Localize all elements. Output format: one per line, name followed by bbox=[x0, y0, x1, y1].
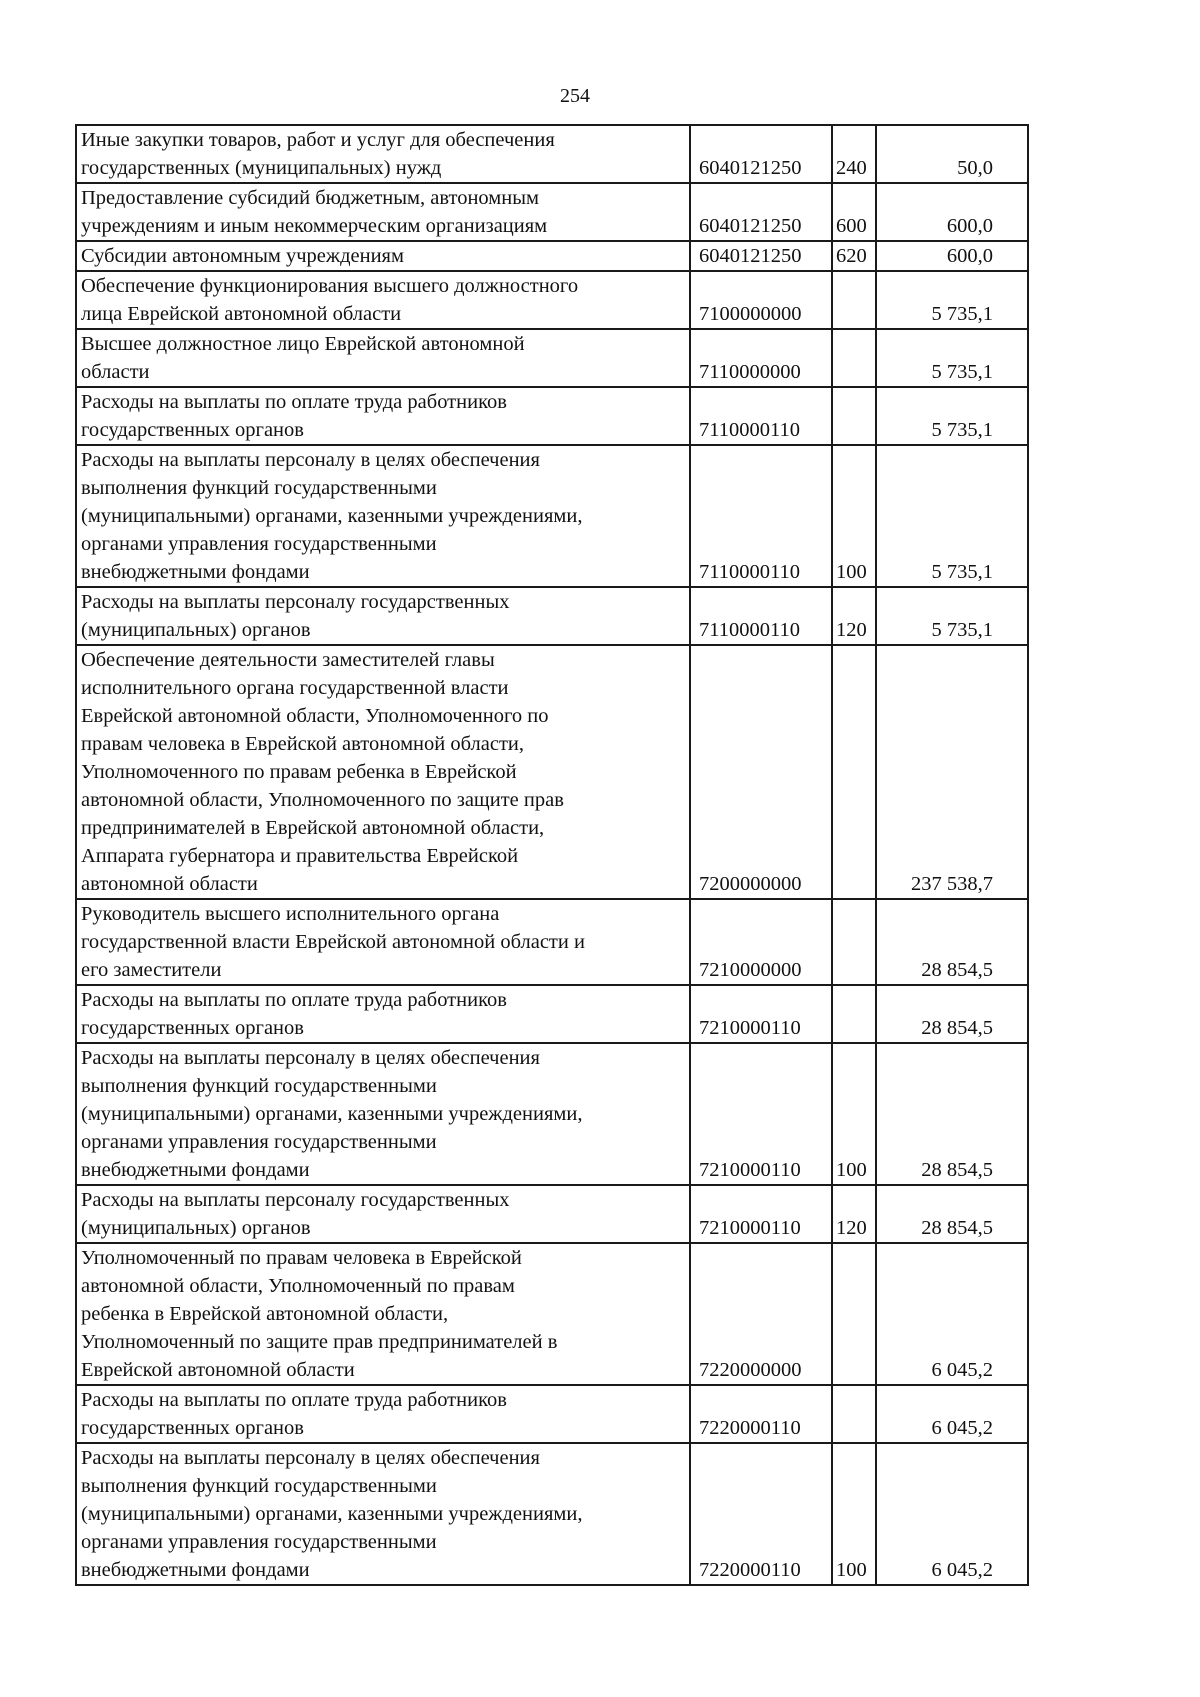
target-article-code-cell: 7110000000 bbox=[690, 329, 832, 387]
expense-name-line: Еврейской автономной области bbox=[81, 1359, 355, 1381]
table-row bbox=[76, 587, 1028, 645]
table-row bbox=[76, 1185, 1028, 1243]
expense-name-line: Еврейской автономной области, Уполномоченного по bbox=[81, 705, 549, 727]
expense-name-cell bbox=[76, 1185, 690, 1243]
expense-name-cell bbox=[76, 445, 690, 587]
amount-cell: 237 538,7 bbox=[876, 645, 1028, 899]
expense-type-cell bbox=[832, 387, 876, 445]
expense-name-line: государственных органов bbox=[81, 1417, 304, 1439]
expense-name-cell bbox=[76, 1443, 690, 1585]
table-row bbox=[76, 1443, 1028, 1585]
table-row bbox=[76, 271, 1028, 329]
expense-name-line: Расходы на выплаты по оплате труда работников bbox=[81, 989, 507, 1011]
expense-name-line: Руководитель высшего исполнительного органа bbox=[81, 903, 500, 925]
expense-name-line: Расходы на выплаты персоналу в целях обеспечения bbox=[81, 1447, 540, 1469]
expense-type-cell bbox=[832, 1385, 876, 1443]
expense-name-line: органами управления государственными bbox=[81, 533, 437, 555]
expense-name-cell bbox=[76, 899, 690, 985]
table-row bbox=[76, 899, 1028, 985]
amount-cell: 28 854,5 bbox=[876, 1043, 1028, 1185]
expense-name-line: государственных (муниципальных) нужд bbox=[81, 157, 442, 179]
expense-name-cell bbox=[76, 125, 690, 183]
expense-name-cell bbox=[76, 183, 690, 241]
expense-type-cell bbox=[832, 645, 876, 899]
expense-name-line: государственной власти Еврейской автономной области и bbox=[81, 931, 585, 953]
table-row bbox=[76, 241, 1028, 271]
expense-type-cell: 240 bbox=[832, 125, 876, 183]
amount-cell: 50,0 bbox=[876, 125, 1028, 183]
page-number: 254 bbox=[560, 85, 590, 107]
expense-name-line: области bbox=[81, 361, 150, 383]
table-row bbox=[76, 1243, 1028, 1385]
expense-name-line: его заместители bbox=[81, 959, 222, 981]
table-row bbox=[76, 645, 1028, 899]
amount-cell: 28 854,5 bbox=[876, 1185, 1028, 1243]
amount-cell: 5 735,1 bbox=[876, 329, 1028, 387]
target-article-code-cell: 7210000000 bbox=[690, 899, 832, 985]
target-article-code-cell: 7110000110 bbox=[690, 445, 832, 587]
expense-type-cell: 100 bbox=[832, 1043, 876, 1185]
expense-name-line: выполнения функций государственными bbox=[81, 477, 437, 499]
target-article-code-cell: 7110000110 bbox=[690, 587, 832, 645]
expense-name-line: выполнения функций государственными bbox=[81, 1475, 437, 1497]
target-article-code-cell: 7200000000 bbox=[690, 645, 832, 899]
expense-name-line: Расходы на выплаты по оплате труда работников bbox=[81, 1389, 507, 1411]
expense-name-line: (муниципальных) органов bbox=[81, 619, 311, 641]
expense-name-line: государственных органов bbox=[81, 419, 304, 441]
target-article-code-cell: 7220000000 bbox=[690, 1243, 832, 1385]
expense-name-line: органами управления государственными bbox=[81, 1131, 437, 1153]
expense-name-line: (муниципальных) органов bbox=[81, 1217, 311, 1239]
expense-name-line: выполнения функций государственными bbox=[81, 1075, 437, 1097]
table-row bbox=[76, 985, 1028, 1043]
expense-name-cell bbox=[76, 587, 690, 645]
expense-name-line: автономной области, Уполномоченного по защите прав bbox=[81, 789, 564, 811]
expense-type-cell: 100 bbox=[832, 1443, 876, 1585]
budget-table bbox=[75, 124, 1029, 1586]
expense-name-line: Уполномоченный по правам человека в Еврейской bbox=[81, 1247, 522, 1269]
expense-name-line: ребенка в Еврейской автономной области, bbox=[81, 1303, 449, 1325]
expense-name-cell bbox=[76, 329, 690, 387]
table-row bbox=[76, 1043, 1028, 1185]
expense-name-line: Иные закупки товаров, работ и услуг для обеспечения bbox=[81, 129, 555, 151]
target-article-code-cell: 7210000110 bbox=[690, 985, 832, 1043]
expense-name-cell bbox=[76, 241, 690, 271]
expense-type-cell: 600 bbox=[832, 183, 876, 241]
expense-name-line: автономной области bbox=[81, 873, 258, 895]
amount-cell: 600,0 bbox=[876, 183, 1028, 241]
expense-name-cell bbox=[76, 1385, 690, 1443]
expense-name-line: Уполномоченного по правам ребенка в Еврейской bbox=[81, 761, 517, 783]
expense-name-line: Обеспечение деятельности заместителей главы bbox=[81, 649, 495, 671]
expense-name-line: внебюджетными фондами bbox=[81, 1159, 310, 1181]
expense-type-cell bbox=[832, 329, 876, 387]
expense-name-line: автономной области, Уполномоченный по правам bbox=[81, 1275, 515, 1297]
expense-name-line: Аппарата губернатора и правительства Еврейской bbox=[81, 845, 519, 867]
expense-type-cell bbox=[832, 985, 876, 1043]
expense-name-line: Расходы на выплаты персоналу государственных bbox=[81, 591, 510, 613]
amount-cell: 5 735,1 bbox=[876, 271, 1028, 329]
target-article-code-cell: 7220000110 bbox=[690, 1385, 832, 1443]
amount-cell: 28 854,5 bbox=[876, 899, 1028, 985]
amount-cell: 600,0 bbox=[876, 241, 1028, 271]
expense-type-cell: 120 bbox=[832, 1185, 876, 1243]
target-article-code-cell: 6040121250 bbox=[690, 125, 832, 183]
target-article-code-cell: 6040121250 bbox=[690, 183, 832, 241]
expense-name-line: (муниципальными) органами, казенными учреждениями, bbox=[81, 1103, 583, 1125]
table-row bbox=[76, 387, 1028, 445]
table-row bbox=[76, 125, 1028, 183]
expense-name-line: внебюджетными фондами bbox=[81, 561, 310, 583]
expense-name-cell bbox=[76, 985, 690, 1043]
expense-name-line: государственных органов bbox=[81, 1017, 304, 1039]
expense-name-line: Высшее должностное лицо Еврейской автономной bbox=[81, 333, 525, 355]
expense-name-line: Расходы на выплаты персоналу в целях обеспечения bbox=[81, 1047, 540, 1069]
target-article-code-cell: 7210000110 bbox=[690, 1185, 832, 1243]
expense-type-cell: 620 bbox=[832, 241, 876, 271]
expense-type-cell bbox=[832, 1243, 876, 1385]
expense-name-line: лица Еврейской автономной области bbox=[81, 303, 402, 325]
expense-name-line: Уполномоченный по защите прав предпринимателей в bbox=[81, 1331, 558, 1353]
target-article-code-cell: 7110000110 bbox=[690, 387, 832, 445]
amount-cell: 6 045,2 bbox=[876, 1443, 1028, 1585]
table-row bbox=[76, 329, 1028, 387]
table-row bbox=[76, 1385, 1028, 1443]
target-article-code-cell: 7210000110 bbox=[690, 1043, 832, 1185]
target-article-code-cell: 6040121250 bbox=[690, 241, 832, 271]
expense-name-cell bbox=[76, 645, 690, 899]
table-row bbox=[76, 445, 1028, 587]
expense-name-line: органами управления государственными bbox=[81, 1531, 437, 1553]
expense-type-cell: 120 bbox=[832, 587, 876, 645]
expense-name-cell bbox=[76, 387, 690, 445]
expense-name-line: Обеспечение функционирования высшего должностного bbox=[81, 275, 579, 297]
expense-name-line: (муниципальными) органами, казенными учреждениями, bbox=[81, 505, 583, 527]
expense-type-cell bbox=[832, 899, 876, 985]
amount-cell: 5 735,1 bbox=[876, 445, 1028, 587]
expense-name-cell bbox=[76, 1043, 690, 1185]
expense-name-line: предпринимателей в Еврейской автономной области, bbox=[81, 817, 545, 839]
expense-name-line: правам человека в Еврейской автономной области, bbox=[81, 733, 525, 755]
amount-cell: 6 045,2 bbox=[876, 1385, 1028, 1443]
expense-name-line: Расходы на выплаты по оплате труда работников bbox=[81, 391, 507, 413]
amount-cell: 6 045,2 bbox=[876, 1243, 1028, 1385]
target-article-code-cell: 7220000110 bbox=[690, 1443, 832, 1585]
table-row bbox=[76, 183, 1028, 241]
amount-cell: 5 735,1 bbox=[876, 387, 1028, 445]
expense-name-line: Расходы на выплаты персоналу государственных bbox=[81, 1189, 510, 1211]
expense-name-line: Предоставление субсидий бюджетным, автономным bbox=[81, 187, 539, 209]
expense-name-cell bbox=[76, 271, 690, 329]
budget-table-body bbox=[76, 125, 1028, 1585]
expense-name-line: Расходы на выплаты персоналу в целях обеспечения bbox=[81, 449, 540, 471]
amount-cell: 5 735,1 bbox=[876, 587, 1028, 645]
target-article-code-cell: 7100000000 bbox=[690, 271, 832, 329]
expense-name-line: (муниципальными) органами, казенными учреждениями, bbox=[81, 1503, 583, 1525]
expense-name-line: исполнительного органа государственной власти bbox=[81, 677, 509, 699]
expense-name-line: Субсидии автономным учреждениям bbox=[81, 245, 404, 267]
expense-type-cell: 100 bbox=[832, 445, 876, 587]
expense-name-line: внебюджетными фондами bbox=[81, 1559, 310, 1581]
expense-name-line: учреждениям и иным некоммерческим организациям bbox=[81, 215, 548, 237]
amount-cell: 28 854,5 bbox=[876, 985, 1028, 1043]
expense-name-cell bbox=[76, 1243, 690, 1385]
expense-type-cell bbox=[832, 271, 876, 329]
